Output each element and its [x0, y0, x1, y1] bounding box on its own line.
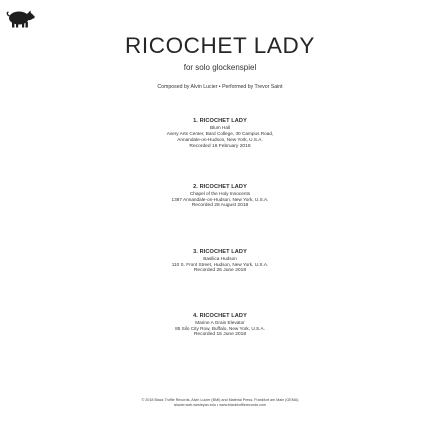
truffle-pig-icon [5, 3, 35, 29]
track-address: 1387 Annandale-on-Hudson, New York, U.S.A. [171, 197, 269, 203]
track-1 [0, 117, 440, 150]
track-title: 1. RICOCHET LADY [193, 118, 247, 124]
footer-copyright: © 2018 Black Truffle Records, Alvin Lucier (BMI) and Material Press, Frankfurt am Main (GEMA) [141, 398, 299, 402]
footer [0, 398, 440, 408]
track-recorded: Recorded 26 June 2018 [193, 268, 247, 274]
track-venue: Basilica Hudson [203, 256, 237, 261]
album-subtitle: for solo glockenspiel [183, 63, 257, 72]
track-address: Avery Arts Center, Bard College, 30 Campus Road, [166, 131, 274, 137]
footer-links: alucier.web.wesleyan.edu • www.blacktrufflerecords.com [173, 403, 267, 407]
track-title: 2. RICOCHET LADY [193, 184, 247, 190]
track-recorded: Recorded 16 February 2018 [189, 143, 251, 149]
track-address: 85 Silo City Row, Buffalo, New York, U.S.A. [175, 326, 265, 332]
track-venue: Marine A Grain Elevator [195, 320, 245, 325]
track-address: 110 S. Front Street, Hudson, New York, U.S.A. [171, 262, 269, 268]
track-recorded: Recorded 15 June 2018 [193, 332, 247, 338]
track-venue: Chapel of the Holy Innocents [189, 191, 251, 196]
track-3 [0, 248, 440, 275]
album-credits: Composed by Alvin Lucier • Performed by Trevor Saint [157, 84, 283, 90]
track-2 [0, 183, 440, 210]
track-venue: Blum Hall [209, 125, 231, 130]
track-4 [0, 312, 440, 339]
track-recorded: Recorded 28 August 2018 [191, 203, 249, 209]
track-title: 4. RICOCHET LADY [193, 313, 247, 319]
track-title: 3. RICOCHET LADY [193, 249, 247, 255]
album-title: RICOCHET LADY [125, 33, 315, 58]
track-address: Annandale-on-Hudson, New York, U.S.A. [177, 137, 263, 143]
